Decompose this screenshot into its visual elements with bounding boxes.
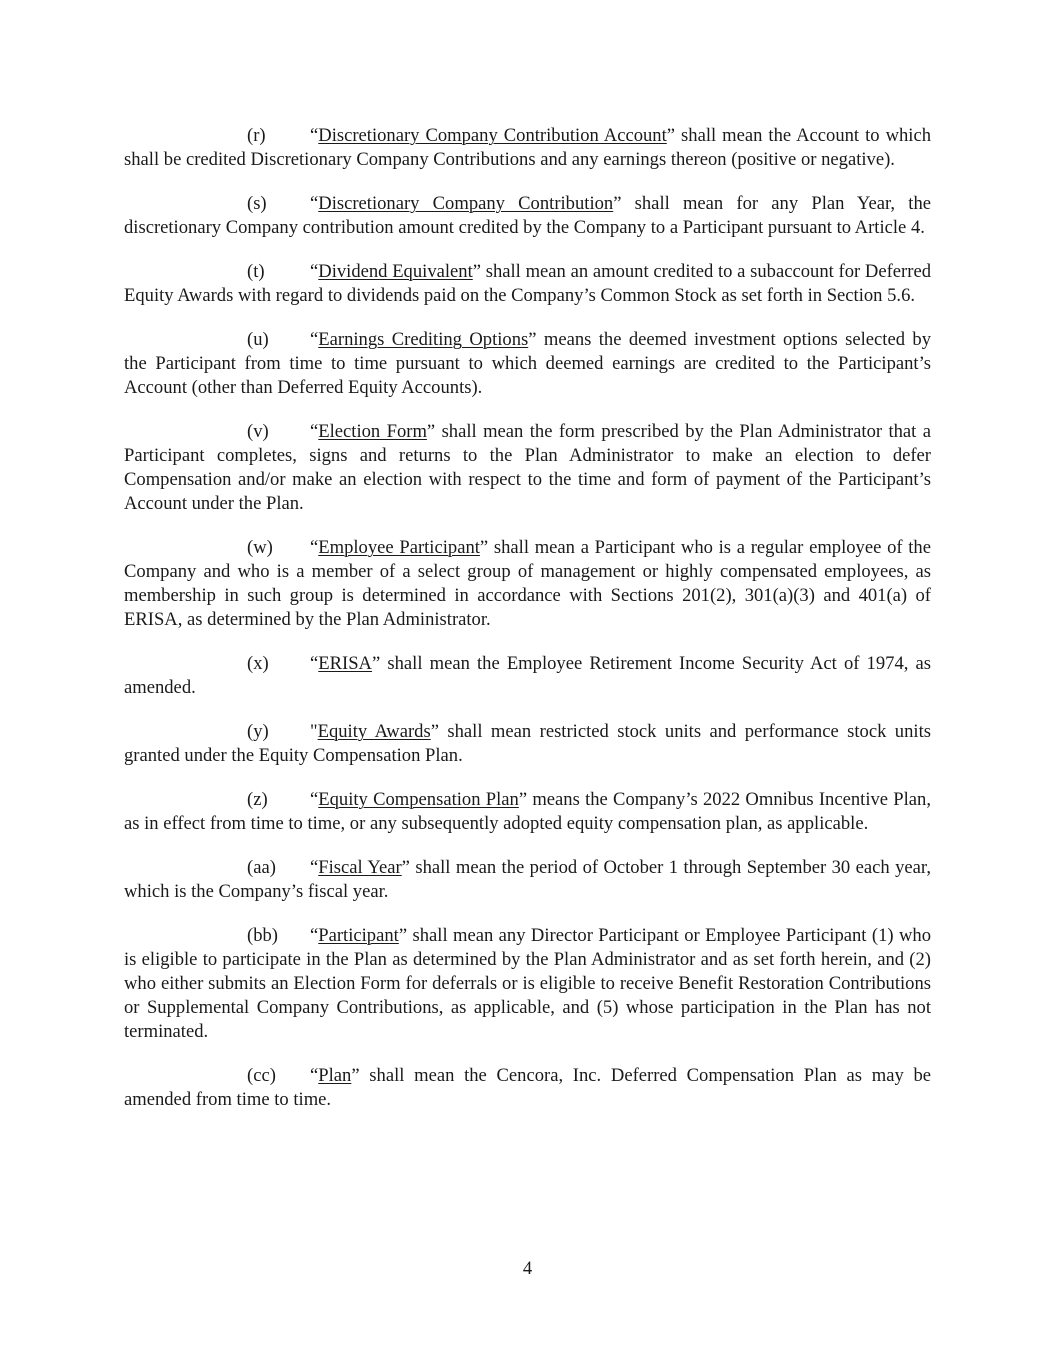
defined-term: Plan bbox=[318, 1065, 352, 1086]
defined-term: ERISA bbox=[318, 653, 372, 674]
open-quote: “ bbox=[310, 421, 319, 442]
definition-s bbox=[124, 192, 931, 240]
document-page bbox=[124, 124, 931, 1132]
definition-label: (v) bbox=[247, 421, 269, 442]
definition-body: ” shall mean the Cencora, Inc. Deferred Compensation Plan as may be amended from time to time. bbox=[124, 1065, 931, 1110]
open-quote: “ bbox=[310, 193, 319, 214]
definition-y bbox=[124, 720, 931, 768]
defined-term: Fiscal Year bbox=[318, 857, 402, 878]
definition-body: ” shall mean the form prescribed by the Plan Administrator that a Participant completes, signs and returns to the Plan Administrator to make an election to defer Compensation and/or make an election with respect to the time and form of payment of the Participant’s Account under the Plan. bbox=[124, 421, 931, 514]
defined-term: Participant bbox=[318, 925, 399, 946]
definition-body: ” shall mean the Account to which shall be credited Discretionary Company Contributions and any earnings thereon (positive or negative). bbox=[124, 125, 932, 170]
defined-term: Discretionary Company Contribution bbox=[318, 193, 614, 214]
definition-v bbox=[124, 420, 931, 516]
definition-label: (t) bbox=[247, 261, 265, 282]
open-quote: “ bbox=[310, 789, 319, 810]
defined-term: Dividend Equivalent bbox=[318, 261, 473, 282]
open-quote: “ bbox=[310, 537, 319, 558]
definition-body: ” shall mean the Employee Retirement Income Security Act of 1974, as amended. bbox=[124, 653, 931, 698]
open-quote: “ bbox=[310, 1065, 319, 1086]
definition-x bbox=[124, 652, 931, 700]
open-quote: “ bbox=[310, 125, 319, 146]
definition-label: (s) bbox=[247, 193, 267, 214]
open-quote: “ bbox=[310, 653, 319, 674]
definition-bb bbox=[124, 924, 931, 1044]
definition-body: ” shall mean for any Plan Year, the discretionary Company contribution amount credited by the Company to a Participant pursuant to Article 4. bbox=[124, 193, 931, 238]
definition-label: (r) bbox=[247, 125, 266, 146]
definition-label: (bb) bbox=[247, 925, 278, 946]
definition-r bbox=[124, 124, 931, 172]
definition-aa bbox=[124, 856, 931, 904]
definition-z bbox=[124, 788, 931, 836]
open-quote: “ bbox=[310, 329, 319, 350]
definition-label: (x) bbox=[247, 653, 269, 674]
definition-u bbox=[124, 328, 931, 400]
open-quote: “ bbox=[310, 857, 319, 878]
definition-body: ” means the Company’s 2022 Omnibus Incentive Plan, as in effect from time to time, or any subsequently adopted equity compensation plan, as applicable. bbox=[124, 789, 931, 834]
defined-term: Earnings Crediting Options bbox=[318, 329, 529, 350]
defined-term: Discretionary Company Contribution Account bbox=[318, 125, 667, 146]
defined-term: Election Form bbox=[318, 421, 427, 442]
definition-body: ” shall mean a Participant who is a regular employee of the Company and who is a member of a select group of management or highly compensated employees, as membership in such group is determined in accordance with Sections 201(2), 301(a)(3) and 401(a) of ERISA, as determined by the Plan Administrator. bbox=[124, 537, 931, 630]
definition-body: ” shall mean an amount credited to a subaccount for Deferred Equity Awards with regard to dividends paid on the Company’s Common Stock as set forth in Section 5.6. bbox=[124, 261, 931, 306]
open-quote: “ bbox=[310, 261, 319, 282]
defined-term: Equity Compensation Plan bbox=[318, 789, 519, 810]
definition-label: (y) bbox=[247, 721, 269, 742]
definition-label: (z) bbox=[247, 789, 268, 810]
open-quote: " bbox=[310, 721, 318, 742]
definition-body: ” means the deemed investment options selected by the Participant from time to time pursuant to which deemed earnings are credited to the Participant’s Account (other than Deferred Equity Accounts). bbox=[124, 329, 931, 398]
definition-label: (aa) bbox=[247, 857, 276, 878]
open-quote: “ bbox=[310, 925, 319, 946]
definition-body: ” shall mean restricted stock units and performance stock units granted under the Equity Compensation Plan. bbox=[124, 721, 931, 766]
defined-term: Employee Participant bbox=[318, 537, 480, 558]
definition-body: ” shall mean the period of October 1 through September 30 each year, which is the Company’s fiscal year. bbox=[124, 857, 931, 902]
defined-term: Equity Awards bbox=[317, 721, 431, 742]
definition-body: ” shall mean any Director Participant or Employee Participant (1) who is eligible to participate in the Plan as determined by the Plan Administrator and as set forth herein, and (2) who either submits an Election Form for deferrals or is eligible to receive Benefit Restoration Contributions or Supplemental Company Contributions, as applicable, and (5) whose participation in the Plan has not terminated. bbox=[124, 925, 931, 1042]
definition-cc bbox=[124, 1064, 931, 1112]
definition-label: (u) bbox=[247, 329, 269, 350]
page-number: 4 bbox=[522, 1258, 533, 1279]
definition-t bbox=[124, 260, 931, 308]
definition-label: (cc) bbox=[247, 1065, 276, 1086]
definition-w bbox=[124, 536, 931, 632]
definition-label: (w) bbox=[247, 537, 273, 558]
